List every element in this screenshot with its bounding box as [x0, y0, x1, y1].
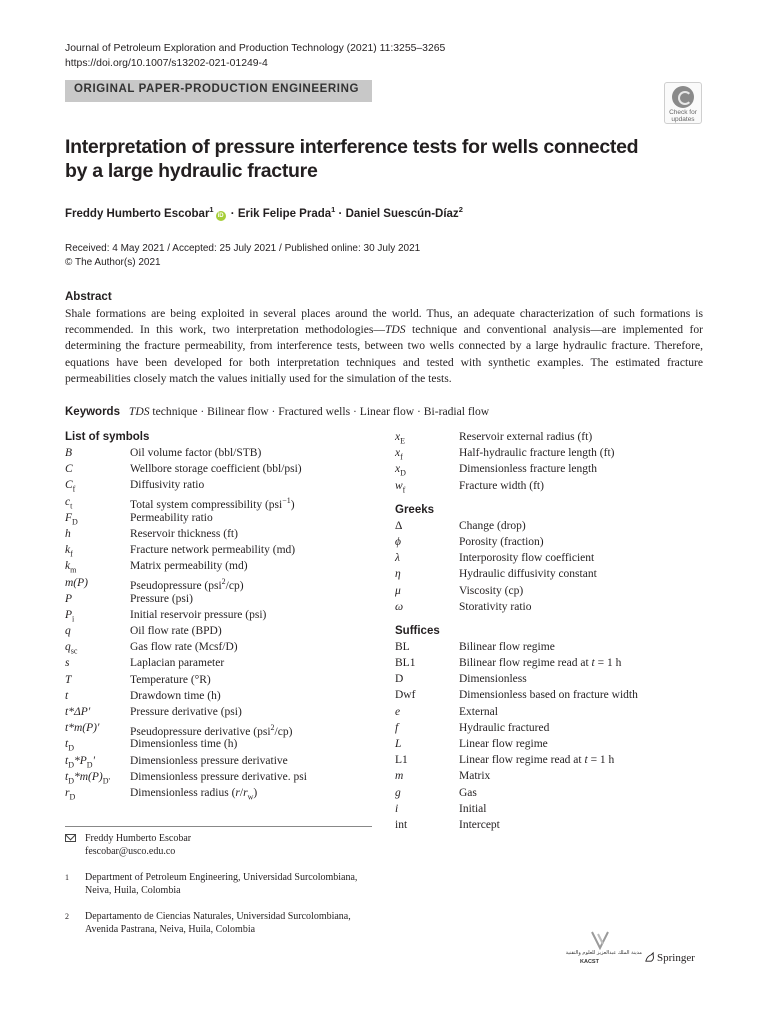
symbol-symbol: $w_f$: [395, 479, 406, 494]
suffix-symbol: Dwf: [395, 689, 416, 702]
symbol-row: [65, 655, 375, 671]
keyword-list: · Bilinear flow · Fractured wells · Linear flow · Bi-radial flow: [200, 405, 490, 418]
suffix-description: Bilinear flow regime read at t = 1 h: [459, 657, 622, 670]
greek-symbol-description: Interporosity flow coefficient: [459, 552, 595, 565]
symbol-symbol: $t_D*P_D'$: [65, 754, 96, 769]
greeks-heading: Greeks: [395, 503, 435, 516]
greek-symbol-row: [395, 534, 705, 550]
symbol-symbol: $x_E$: [395, 431, 405, 446]
symbol-symbol: q: [65, 625, 71, 638]
symbol-description: Dimensionless radius $(r/r_w)$: [130, 786, 258, 802]
footnote-divider: [65, 826, 372, 827]
suffix-description: Gas: [459, 786, 477, 799]
suffix-row: [395, 671, 705, 687]
crossmark-icon: [672, 86, 694, 108]
keywords-label: Keywords: [65, 406, 120, 418]
greek-symbol-description: Hydraulic diffusivity constant: [459, 568, 597, 581]
suffix-row: [395, 736, 705, 752]
symbol-row: [65, 510, 375, 526]
suffix-symbol: f: [395, 721, 399, 734]
symbol-row: [65, 558, 375, 574]
springer-horse-icon: [644, 952, 655, 963]
suffix-description: Dimensionless based on fracture width: [459, 689, 638, 702]
journal-header: [65, 41, 445, 71]
suffix-row: [395, 801, 705, 817]
symbol-description: Reservoir external radius (ft): [459, 431, 593, 443]
suffix-row: [395, 768, 705, 784]
suffix-row: [395, 639, 705, 655]
kacst-logo: [565, 930, 642, 968]
symbol-description: Laplacian parameter: [130, 657, 225, 670]
check-for-updates-badge[interactable]: [664, 82, 702, 124]
footnotes: [65, 832, 375, 949]
suffix-description: Hydraulic fractured: [459, 721, 550, 734]
suffices-rows: [395, 639, 705, 833]
symbol-description: Dimensionless fracture length: [459, 463, 597, 476]
symbol-row: [65, 477, 375, 493]
symbol-description: Reservoir thickness (ft): [130, 527, 238, 540]
doi-link[interactable]: https://doi.org/10.1007/s13202-021-01249-4: [65, 58, 268, 69]
symbol-row: [65, 639, 375, 655]
greek-symbol-row: [395, 583, 705, 599]
symbol-row: [65, 445, 375, 461]
suffix-description: Bilinear flow regime: [459, 640, 555, 653]
symbol-row: [65, 704, 375, 720]
symbol-symbol: $F_D$: [65, 511, 78, 527]
symbol-description: Temperature (°R): [130, 673, 211, 686]
affiliation-2-text: Departamento de Ciencias Naturales, Universidad Surcolombiana, Avenida Pastrana, Neiva, Huila, Colombia: [85, 911, 351, 935]
symbol-description: Gas flow rate (Mcsf/D): [130, 641, 238, 654]
affiliation-1-number: 1: [65, 873, 69, 882]
symbol-description: Dimensionless time (h): [130, 738, 238, 751]
symbol-row: [65, 623, 375, 639]
suffix-row: [395, 785, 705, 801]
symbols-right-rows: [395, 429, 705, 494]
symbol-description: Pressure (psi): [130, 592, 193, 605]
suffix-symbol: D: [395, 673, 404, 686]
greek-symbol-symbol: Δ: [395, 519, 403, 532]
suffix-symbol: g: [395, 786, 401, 799]
greek-symbol-symbol: λ: [395, 552, 400, 565]
symbol-symbol: $k_f$: [65, 544, 73, 559]
springer-name: Springer: [657, 952, 695, 964]
keywords-line: [65, 405, 489, 418]
symbol-symbol: $r_D$: [65, 786, 76, 802]
symbol-symbol: B: [65, 447, 73, 459]
author-1-affiliation: 1: [209, 205, 214, 214]
author-list: [65, 205, 463, 221]
greek-symbol-row: [395, 566, 705, 582]
greek-symbol-symbol: ϕ: [395, 535, 401, 548]
category-banner: ORIGINAL PAPER-PRODUCTION ENGINEERING: [65, 80, 372, 102]
author-3-name[interactable]: Daniel Suescún-Díaz: [345, 207, 459, 220]
keyword-1-tds: TDS: [128, 405, 150, 418]
symbol-row: [65, 607, 375, 623]
symbols-list: [65, 429, 375, 801]
symbol-description: Wellbore storage coefficient (bbl/psi): [130, 463, 302, 476]
envelope-icon: [65, 834, 76, 842]
symbol-symbol: T: [65, 673, 72, 686]
symbol-description: Dimensionless pressure derivative. psi: [130, 770, 307, 783]
symbol-description: Half-hydraulic fracture length (ft): [459, 447, 615, 460]
symbol-symbol: s: [65, 657, 70, 670]
kacst-arabic-name: مدينة الملك عبدالعزيز للعلوم والتقنية: [565, 950, 642, 956]
suffix-symbol: L1: [395, 754, 408, 767]
symbols-heading: List of symbols: [65, 431, 150, 443]
greek-symbol-description: Storativity ratio: [459, 600, 532, 613]
abstract-heading: Abstract: [65, 291, 112, 303]
greek-symbol-description: Viscosity (cp): [459, 584, 524, 597]
symbol-description: Pressure derivative (psi): [130, 706, 242, 718]
symbol-row: [395, 461, 705, 477]
suffix-symbol: BL: [395, 640, 410, 653]
symbol-description: Pseudopressure (psi$^2$/cp): [130, 577, 244, 593]
symbol-description: Pseudopressure derivative (psi$^2$/cp): [130, 723, 293, 739]
symbol-row: [65, 672, 375, 688]
symbol-description: Diffusivity ratio: [130, 479, 205, 492]
suffix-description: External: [459, 705, 498, 718]
kacst-emblem-icon: [588, 930, 618, 952]
check-updates-line-1: Check for: [669, 109, 697, 116]
dates-line: Received: 4 May 2021 / Accepted: 25 July 2021 / Published online: 30 July 2021: [65, 243, 421, 254]
symbol-row: [395, 478, 705, 494]
symbol-symbol: t*m(P)': [65, 722, 100, 735]
corresponding-author-email[interactable]: fescobar@usco.edu.co: [85, 846, 176, 857]
springer-logo: [644, 952, 695, 964]
publisher-logos: [565, 930, 705, 970]
symbol-description: Total system compressibility (psi$^{-1}$): [130, 496, 295, 512]
suffix-row: [395, 687, 705, 703]
suffix-symbol: int: [395, 818, 408, 831]
copyright-line: © The Author(s) 2021: [65, 257, 161, 268]
symbol-description: Matrix permeability (md): [130, 560, 248, 573]
symbol-symbol: $P_i$: [65, 608, 75, 624]
symbol-symbol: h: [65, 527, 71, 540]
symbols-list-continued: [395, 429, 705, 833]
suffix-row: [395, 720, 705, 736]
symbol-symbol: $c_t$: [65, 495, 73, 510]
symbol-row: [65, 753, 375, 769]
publication-dates: [65, 242, 420, 270]
symbol-symbol: $C_f$: [65, 479, 76, 494]
symbol-description: Permeability ratio: [130, 511, 213, 524]
suffix-symbol: i: [395, 802, 399, 815]
journal-citation: Journal of Petroleum Exploration and Production Technology (2021) 11:3255–3265: [65, 43, 446, 54]
abstract-tds-term: TDS: [384, 323, 406, 337]
greek-symbol-symbol: η: [395, 568, 401, 581]
symbol-row: [395, 429, 705, 445]
suffices-heading: Suffices: [395, 624, 440, 637]
symbol-symbol: C: [65, 463, 73, 476]
suffix-symbol: L: [395, 738, 402, 750]
suffix-symbol: BL1: [395, 657, 416, 670]
symbol-row: [65, 769, 375, 785]
symbol-symbol: m(P): [65, 576, 88, 589]
suffix-row: [395, 655, 705, 671]
greek-symbol-symbol: ω: [395, 600, 404, 613]
affiliation-1: [65, 871, 375, 897]
greek-symbol-row: [395, 550, 705, 566]
greek-symbol-row: [395, 599, 705, 615]
symbol-description: Fracture network permeability (md): [130, 544, 296, 557]
greek-symbol-symbol: μ: [395, 584, 401, 597]
author-separator: ·: [227, 207, 238, 220]
corresponding-author: [65, 832, 375, 858]
suffix-description: Linear flow regime read at t = 1 h: [459, 754, 615, 767]
symbol-row: [65, 736, 375, 752]
symbol-symbol: t*ΔP': [65, 706, 91, 718]
orcid-icon[interactable]: iD: [217, 212, 224, 219]
symbol-symbol: $t_D*m(P)_{D'}$: [65, 770, 110, 786]
paper-title: Interpretation of pressure interference tests for wells connected by a large hydraulic fracture: [65, 136, 639, 182]
symbol-description: Initial reservoir pressure (psi): [130, 608, 267, 621]
symbol-symbol: $x_D$: [395, 463, 406, 478]
greek-symbol-description: Porosity (fraction): [459, 535, 544, 548]
symbol-row: [65, 591, 375, 607]
symbol-row: [65, 461, 375, 477]
suffix-description: Initial: [459, 802, 487, 815]
symbol-row: [65, 575, 375, 591]
symbol-symbol: $t_D$: [65, 738, 74, 753]
suffix-symbol: m: [395, 770, 404, 783]
symbol-row: [65, 720, 375, 739]
symbol-row: [65, 526, 375, 542]
affiliation-1-text: Department of Petroleum Engineering, Universidad Surcolombiana, Neiva, Huila, Colombia: [85, 872, 358, 896]
symbol-symbol: $q_{sc}$: [65, 641, 78, 656]
affiliation-2: [65, 910, 375, 936]
symbols-rows: [65, 445, 375, 801]
symbol-description: Oil volume factor (bbl/STB): [130, 447, 262, 459]
corresponding-author-name: Freddy Humberto Escobar: [85, 833, 192, 844]
symbol-symbol: P: [65, 592, 73, 605]
symbol-row: [65, 542, 375, 558]
suffix-description: Matrix: [459, 770, 491, 783]
author-separator: ·: [335, 207, 346, 220]
symbol-row: [65, 785, 375, 801]
abstract-text: Shale formations are being exploited in several places around the world. Thus, an adequate characterization of such formations is recommended. In this work, two interpretation methodologies—TDS technique and conventional analysis—are implemented for determining the fracture permeability, from interference tests, between two wells connected by a large hydraulic fracture. Therefore, equations have been developed for both interpretation techniques and tested with synthetic examples. The estimated fracture permeabilities closely match the values initially used for the simulation of the tests.: [65, 307, 703, 385]
symbol-row: [65, 688, 375, 704]
suffix-description: Linear flow regime: [459, 738, 548, 750]
symbol-symbol: $x_f$: [395, 447, 403, 462]
symbol-description: Fracture width (ft): [459, 479, 544, 492]
suffix-description: Dimensionless: [459, 673, 527, 686]
suffix-row: [395, 752, 705, 768]
suffix-description: Intercept: [459, 818, 500, 831]
greek-symbol-description: Change (drop): [459, 519, 526, 532]
symbol-description: Dimensionless pressure derivative: [130, 754, 288, 767]
symbol-description: Drawdown time (h): [130, 689, 221, 702]
symbol-symbol: t: [65, 689, 69, 702]
author-3-affiliation: 2: [458, 205, 463, 214]
author-2-affiliation: 1: [331, 205, 336, 214]
check-updates-line-2: updates: [671, 116, 695, 123]
symbol-description: Oil flow rate (BPD): [130, 625, 222, 638]
symbol-row: [395, 445, 705, 461]
author-2-name[interactable]: Erik Felipe Prada: [237, 207, 332, 220]
greeks-rows: [395, 518, 705, 615]
suffix-row: [395, 704, 705, 720]
symbol-row: [65, 494, 375, 510]
keyword-1: TDS technique: [128, 405, 198, 418]
kacst-label: KACST: [580, 959, 599, 965]
suffix-row: [395, 817, 705, 833]
author-1-name[interactable]: Freddy Humberto Escobar: [65, 207, 210, 220]
suffix-symbol: e: [395, 705, 401, 718]
symbol-symbol: $k_m$: [65, 560, 77, 575]
affiliation-2-number: 2: [65, 912, 69, 921]
greek-symbol-row: [395, 518, 705, 534]
